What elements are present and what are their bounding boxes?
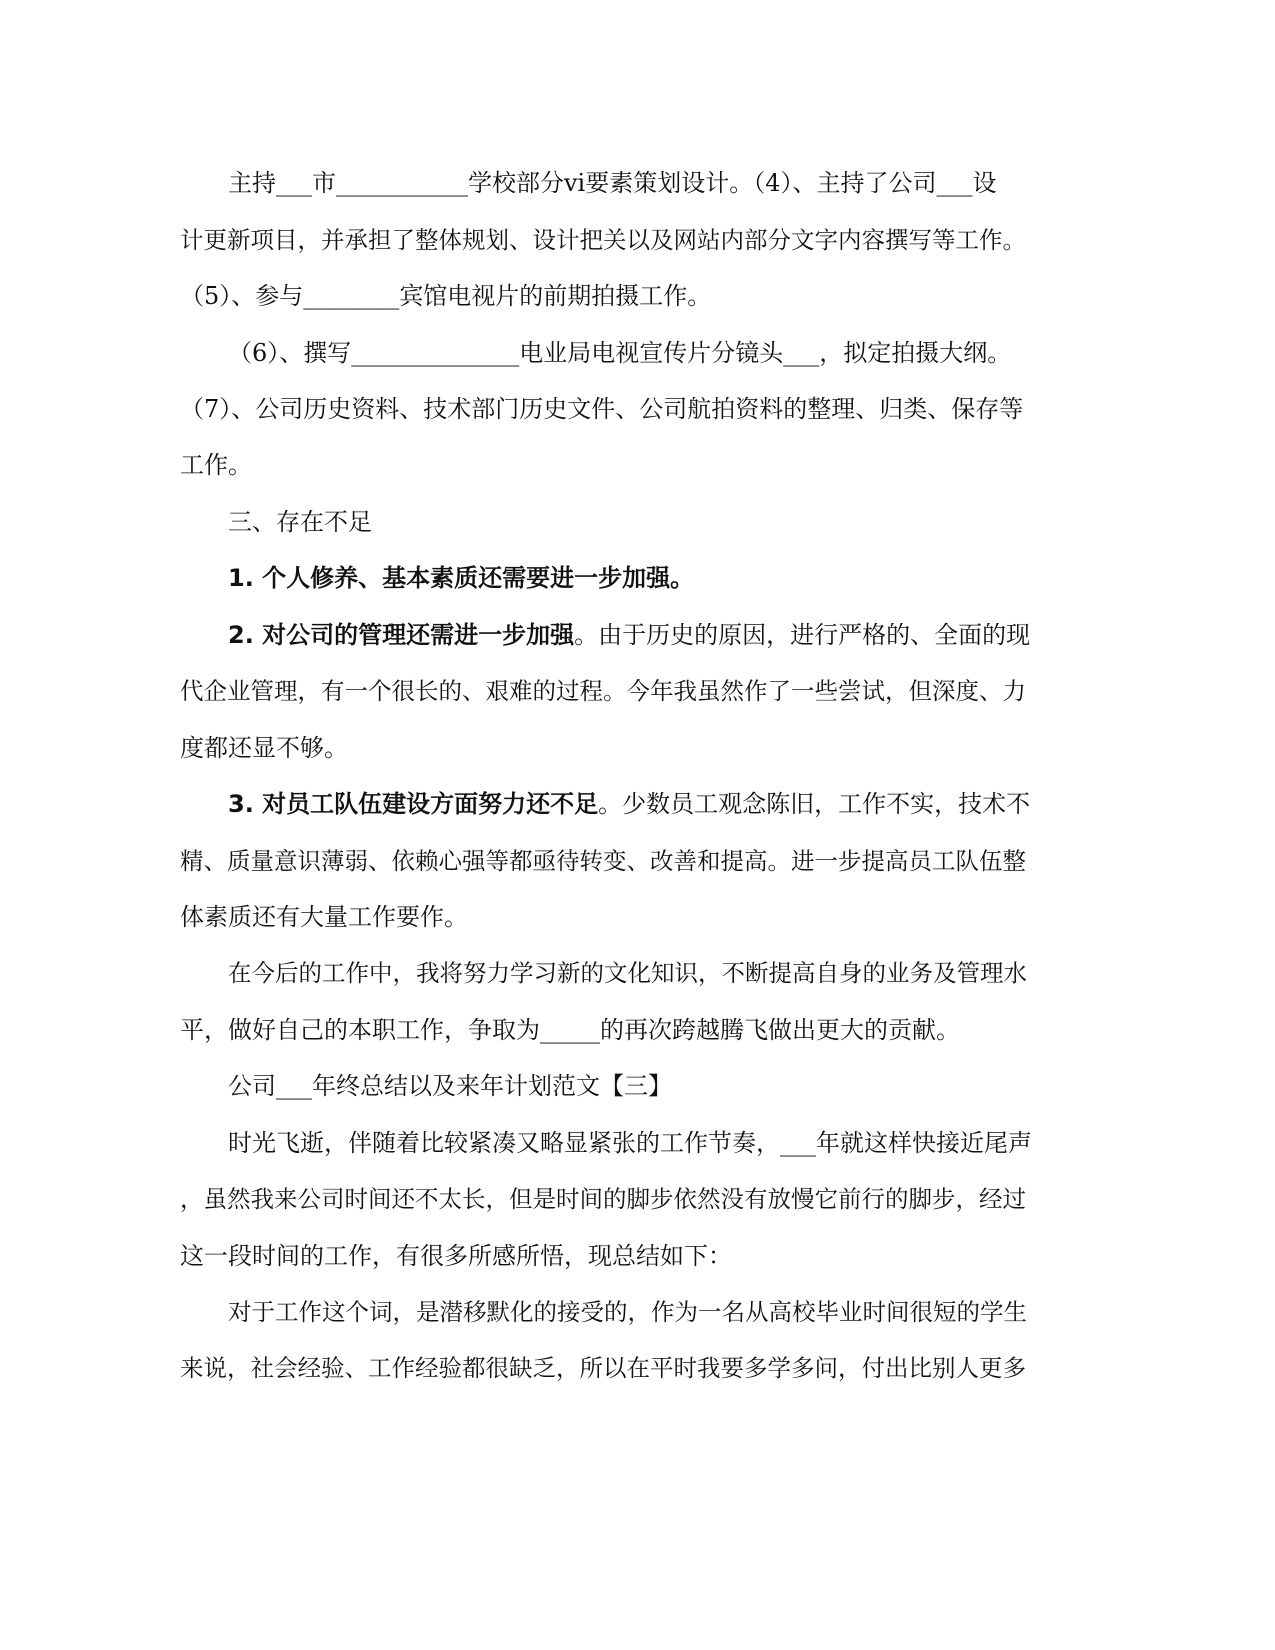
text-line: 计更新项目，并承担了整体规划、设计把关以及网站内部分文字内容撰写等工作。: [180, 226, 1026, 254]
bold-point: 2. 对公司的管理还需进一步加强: [228, 621, 575, 649]
text-line: （7）、公司历史资料、技术部门历史文件、公司航拍资料的整理、归类、保存等: [180, 395, 1024, 423]
text-line: ，虽然我来公司时间还不太长，但是时间的脚步依然没有放慢它前行的脚步，经过: [180, 1185, 1026, 1213]
bold-point: 1. 个人修养、基本素质还需要进一步加强。: [228, 564, 695, 592]
section-heading: 三、存在不足: [228, 508, 372, 536]
text-line: 代企业管理，有一个很长的、艰难的过程。今年我虽然作了一些尝试，但深度、力: [180, 677, 1026, 705]
text-line: [228, 620, 1030, 650]
text-line: 在今后的工作中，我将努力学习新的文化知识，不断提高自身的业务及管理水: [228, 959, 1027, 987]
text-line: 度都还显不够。: [180, 734, 348, 762]
section-heading: 公司___年终总结以及来年计划范文【三】: [228, 1072, 672, 1100]
text-line: 工作。: [180, 451, 252, 479]
text-line: 平，做好自己的本职工作，争取为_____的再次跨越腾飞做出更大的贡献。: [180, 1016, 960, 1044]
text-line: （5）、参与________宾馆电视片的前期拍摄工作。: [180, 282, 712, 310]
text-line: 主持___市___________学校部分vi要素策划设计。（4）、主持了公司___设: [228, 169, 997, 197]
text-line: [228, 789, 1030, 819]
text-line: （6）、撰写______________电业局电视宣传片分镜头___，拟定拍摄大纲。: [228, 339, 1012, 367]
text-line: 时光飞逝，伴随着比较紧凑又略显紧张的工作节奏，___年就这样快接近尾声: [228, 1129, 1032, 1157]
bold-point: 3. 对员工队伍建设方面努力还不足: [228, 790, 599, 818]
text-line: 精、质量意识薄弱、依赖心强等都亟待转变、改善和提高。进一步提高员工队伍整: [180, 847, 1026, 875]
text-span: 。由于历史的原因，进行严格的、全面的现: [574, 621, 1031, 649]
text-line: 这一段时间的工作，有很多所感所悟，现总结如下：: [180, 1242, 732, 1270]
text-line: 对于工作这个词，是潜移默化的接受的，作为一名从高校毕业时间很短的学生: [228, 1298, 1027, 1326]
text-line: 来说，社会经验、工作经验都很缺乏，所以在平时我要多学多问，付出比别人更多: [180, 1354, 1026, 1382]
text-line: 体素质还有大量工作要作。: [180, 903, 468, 931]
text-span: 。少数员工观念陈旧，工作不实，技术不: [598, 790, 1031, 818]
